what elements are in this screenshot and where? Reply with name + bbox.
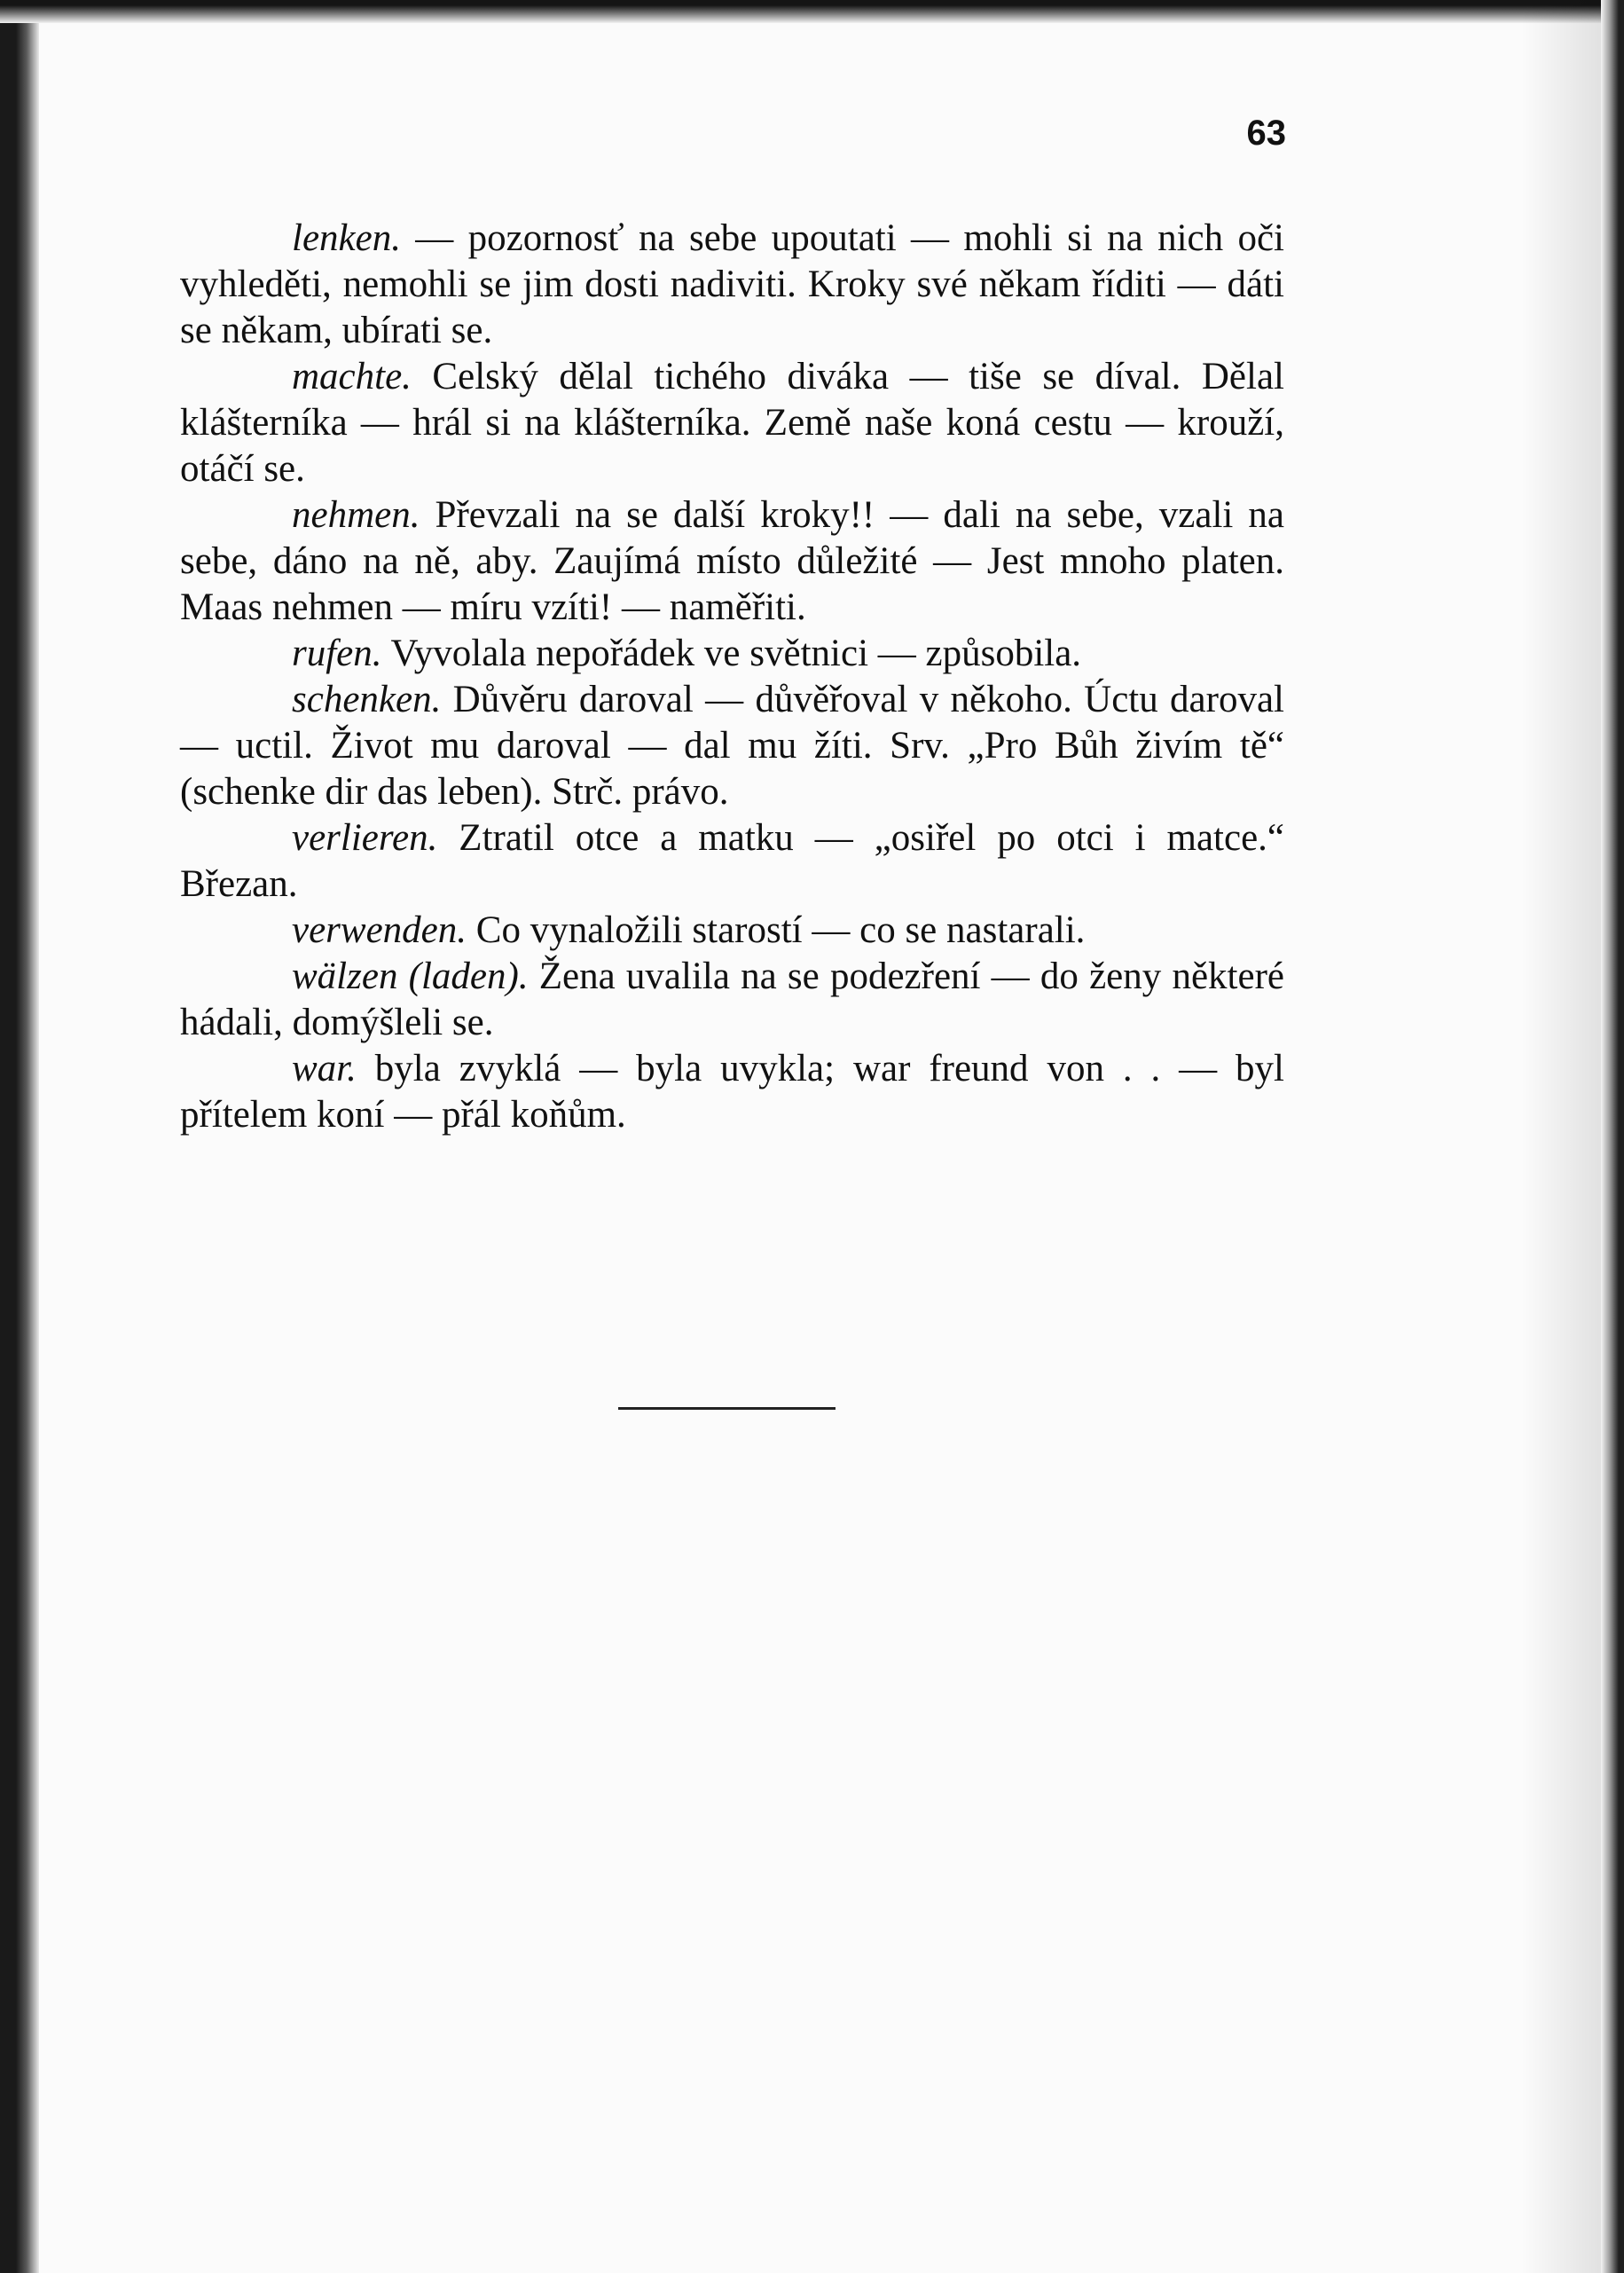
entry-rufen — [180, 631, 1284, 677]
entry-lenken — [180, 216, 1284, 354]
entry-text: Ztratil otce a matku — „osiřel po otci i matce.“ Březan. — [180, 817, 1284, 905]
entry-term: machte. — [292, 356, 412, 397]
entry-term: nehmen. — [292, 494, 420, 536]
entry-term: verwenden. — [292, 909, 467, 951]
scan-edge-left — [0, 0, 39, 2273]
entry-text: Žena uvalila na se podezření — do ženy některé hádali, domýšleli se. — [180, 956, 1284, 1043]
end-rule-divider — [618, 1407, 836, 1410]
scan-shadow-right — [1521, 0, 1601, 2273]
entry-text: — pozornosť na sebe upoutati — mohli si na nich oči vyhleděti, nemohli se jim dosti nadiviti. Kroky své někam říditi — dáti se někam, ubírati se. — [180, 217, 1284, 351]
entry-term: rufen. — [292, 633, 382, 674]
scan-edge-right — [1601, 0, 1624, 2273]
entry-term: schenken. — [292, 679, 442, 720]
entry-walzen — [180, 954, 1284, 1046]
entry-text: Vyvolala nepořádek ve světnici — způsobila. — [381, 633, 1082, 674]
entry-verlieren — [180, 815, 1284, 908]
entry-term: verlieren. — [292, 817, 438, 859]
entry-text: Důvěru daroval — důvěřoval v někoho. Úctu daroval — uctil. Život mu daroval — dal mu žíti. Srv. „Pro Bůh živím tě“ (schenke dir das leben). Strč. právo. — [180, 679, 1284, 813]
entry-verwenden — [180, 908, 1284, 954]
entry-nehmen — [180, 492, 1284, 631]
entry-schenken — [180, 677, 1284, 815]
entry-term: lenken. — [292, 217, 401, 259]
entry-term: wälzen (laden). — [292, 956, 529, 997]
entry-text: Převzali na se další kroky!! — dali na sebe, vzali na sebe, dáno na ně, aby. Zaujímá místo důležité — Jest mnoho platen. Maas nehmen — míru vzíti! — naměřiti. — [180, 494, 1284, 628]
entry-machte — [180, 354, 1284, 492]
entry-text: byla zvyklá — byla uvykla; war freund von . . — byl přítelem koní — přál koňům. — [180, 1048, 1284, 1136]
entry-text: Co vynaložili starostí — co se nastarali. — [467, 909, 1086, 951]
body-text — [180, 216, 1284, 1138]
entry-text: Celský dělal tichého diváka — tiše se díval. Dělal klášterníka — hrál si na klášterníka. Země naše koná cestu — krouží, otáčí se. — [180, 356, 1284, 490]
entry-term: war. — [292, 1048, 357, 1089]
scan-edge-top — [0, 0, 1624, 23]
entry-war — [180, 1046, 1284, 1138]
page-number: 63 — [1246, 114, 1286, 153]
